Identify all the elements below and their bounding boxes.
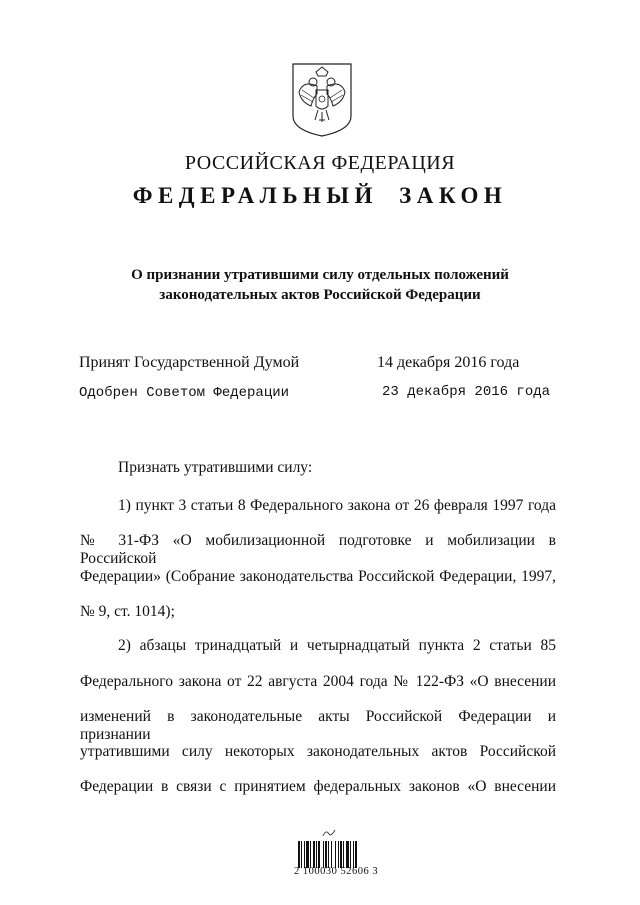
law-title-line-2: законодательных актов Российской Федерации [159, 287, 481, 303]
barcode-number: 2 100030 52606 3 [294, 866, 379, 877]
item2-line5: Федерации в связи с принятием федеральных законов «О внесении [80, 778, 556, 795]
document-type-heading: ФЕДЕРАЛЬНЫЙ ЗАКОН [132, 183, 508, 208]
item1-line2: № 31-ФЗ «О мобилизационной подготовке и мобилизации в Российской [80, 532, 556, 567]
item2-line1: 2) абзацы тринадцатый и четырнадцатый пункта 2 статьи 85 [118, 637, 556, 654]
item1-line3: Федерации» (Собрание законодательства Российской Федерации, 1997, [80, 568, 556, 585]
approved-label: Одобрен Советом Федерации [79, 385, 290, 401]
coat-of-arms-icon [289, 62, 355, 138]
handwritten-mark-icon [322, 828, 336, 840]
item1-line1: 1) пункт 3 статьи 8 Федерального закона от 26 февраля 1997 года [118, 497, 556, 514]
country-heading: РОССИЙСКАЯ ФЕДЕРАЦИЯ [184, 152, 456, 174]
adopted-label: Принят Государственной Думой [79, 354, 300, 371]
adopted-date: 14 декабря 2016 года [377, 354, 520, 371]
body-intro: Признать утратившими силу: [118, 459, 313, 476]
item2-line3: изменений в законодательные акты Российской Федерации и признании [80, 708, 556, 743]
item2-line4: утратившими силу некоторых законодательных актов Российской [80, 743, 556, 760]
barcode-icon [298, 841, 372, 868]
law-title-line-1: О признании утратившими силу отдельных положений [131, 267, 509, 283]
item1-line4: № 9, ст. 1014); [80, 603, 175, 620]
approved-date: 23 декабря 2016 года [382, 384, 551, 400]
item2-line2: Федерального закона от 22 августа 2004 года № 122-ФЗ «О внесении [80, 673, 556, 690]
